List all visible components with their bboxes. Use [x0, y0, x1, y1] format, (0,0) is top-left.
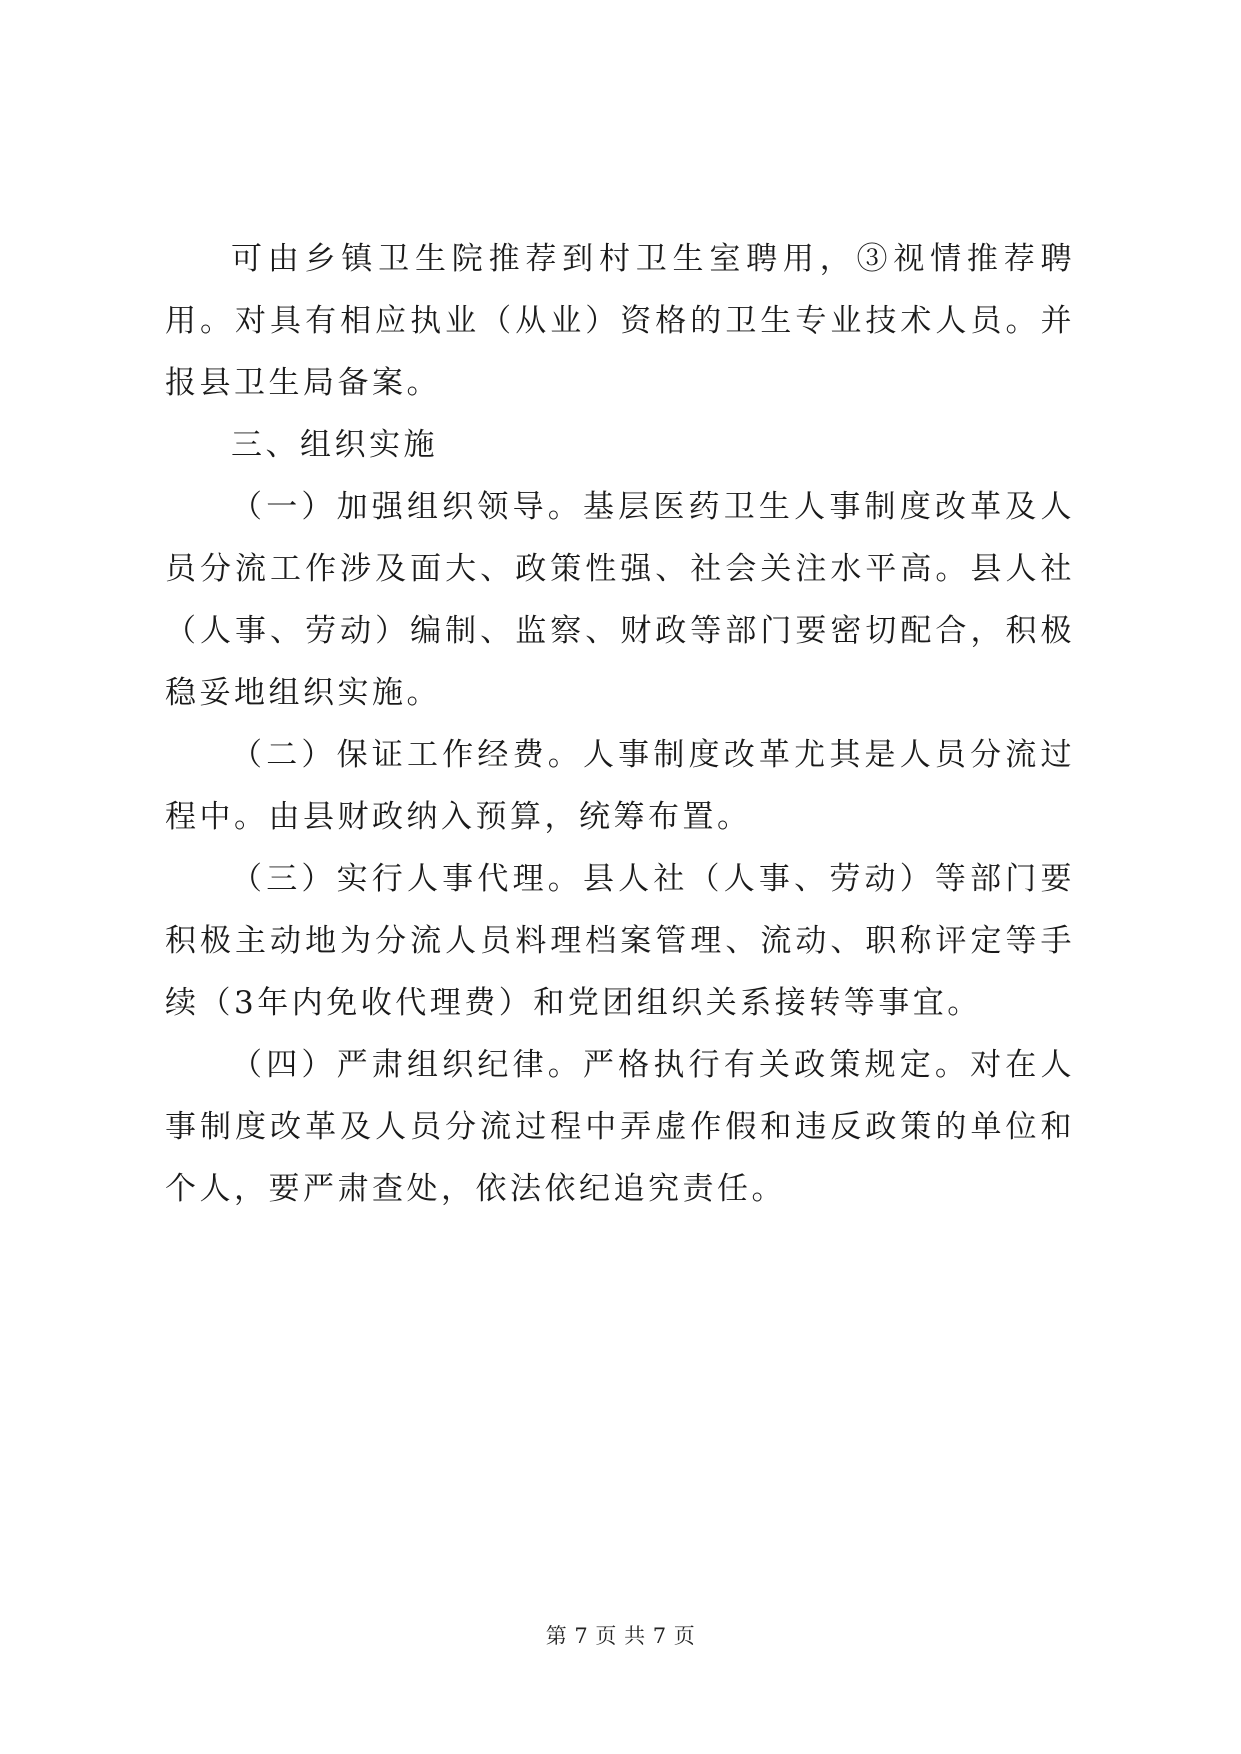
document-body — [165, 228, 1075, 1220]
section-heading-implementation: 三、组织实施 — [231, 427, 438, 463]
paragraph-personnel-agency: （三）实行人事代理。县人社（人事、劳动）等部门要积极主动地为分流人员料理档案管理、流动、职称评定等手续（3年内免收代理费）和党团组织关系接转等事宜。 — [165, 861, 1075, 1021]
paragraph-funding: （二）保证工作经费。人事制度改革尤其是人员分流过程中。由县财政纳入预算，统筹布置。 — [165, 737, 1075, 835]
paragraph-recruitment-continuation: 可由乡镇卫生院推荐到村卫生室聘用，③视情推荐聘用。对具有相应执业（从业）资格的卫生专业技术人员。并报县卫生局备案。 — [165, 241, 1075, 401]
paragraph-discipline: （四）严肃组织纪律。严格执行有关政策规定。对在人事制度改革及人员分流过程中弄虚作假和违反政策的单位和个人，要严肃查处，依法依纪追究责任。 — [165, 1047, 1075, 1207]
page-number-footer: 第 7 页 共 7 页 — [545, 1624, 696, 1648]
paragraph-leadership: （一）加强组织领导。基层医药卫生人事制度改革及人员分流工作涉及面大、政策性强、社会关注水平高。县人社（人事、劳动）编制、监察、财政等部门要密切配合，积极稳妥地组织实施。 — [165, 489, 1075, 711]
